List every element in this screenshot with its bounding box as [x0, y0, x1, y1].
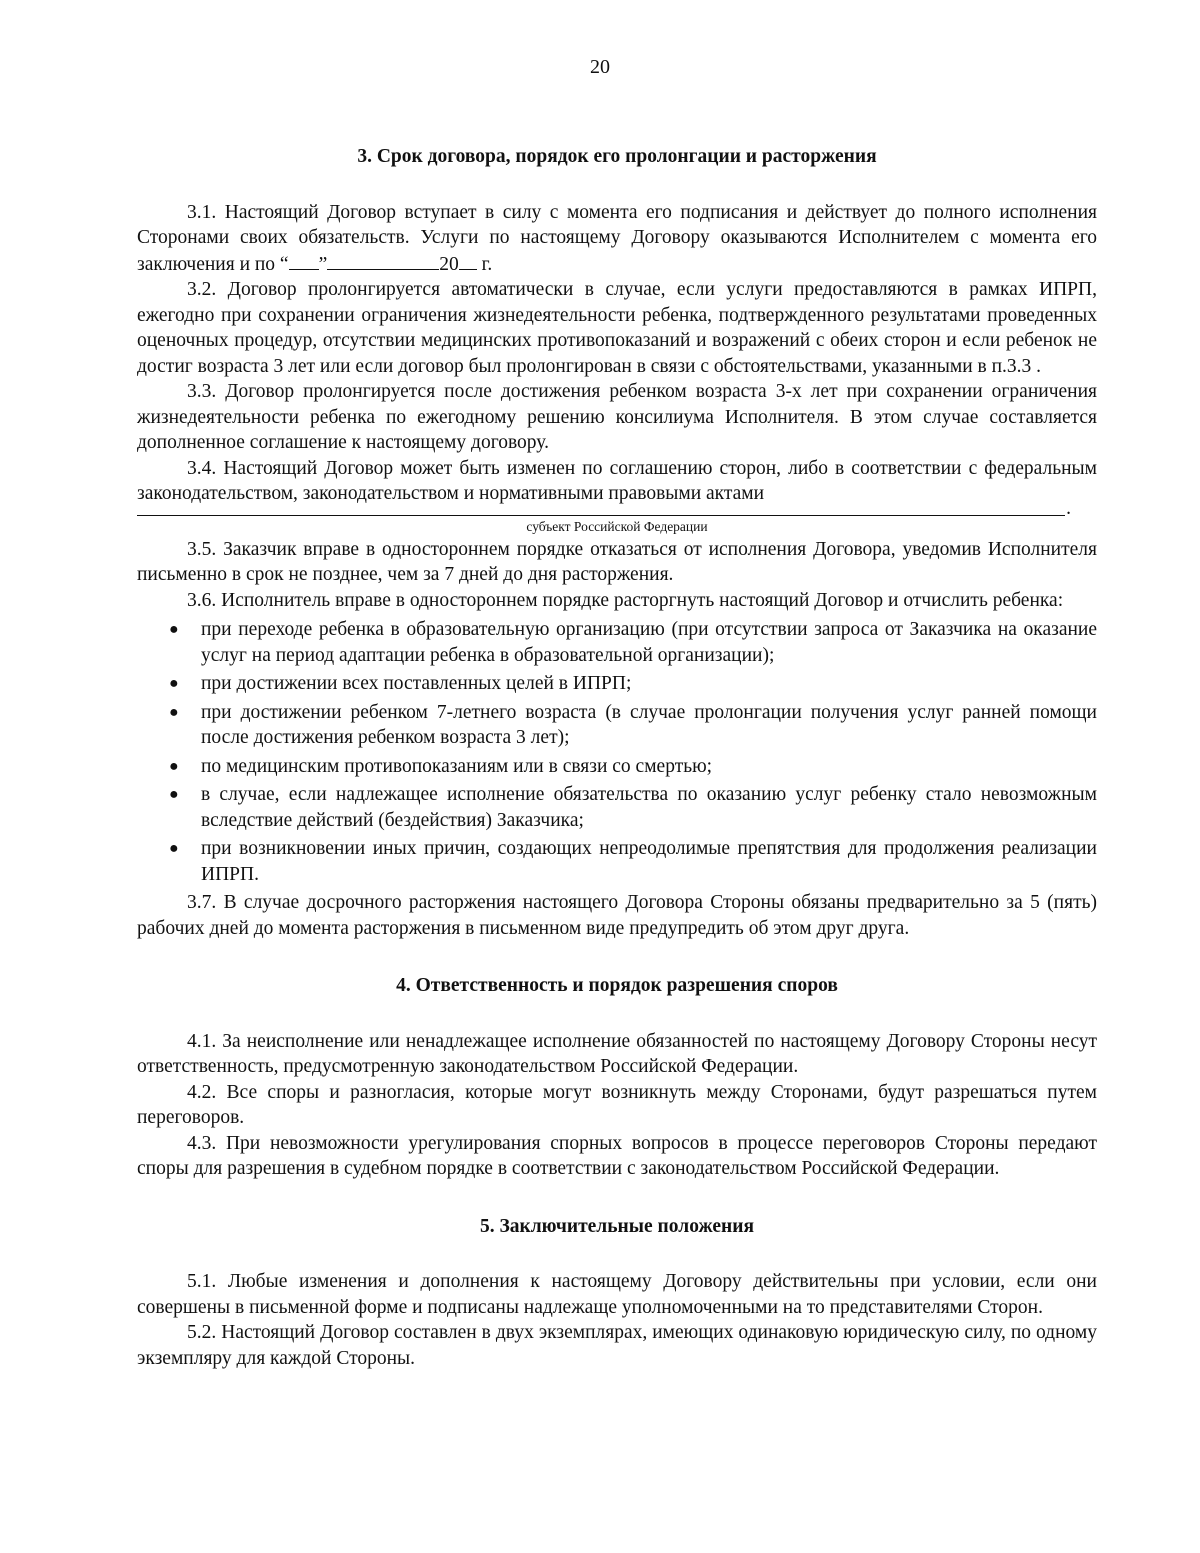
section-5-title: 5. Заключительные положения — [479, 1215, 755, 1237]
page-number: 20 — [590, 56, 610, 78]
paragraph-3-3: 3.3. Договор пролонгируется после достижения ребенком возраста 3-х лет при сохранении ограничения жизнедеятельности ребенка по ежегодному решению консилиума Исполнителя. В этом случае составляется дополненное соглашение к настоящему договору. — [137, 381, 1097, 453]
region-fill-line — [137, 515, 1065, 516]
paragraph-3-4: 3.4. Настоящий Договор может быть изменен по соглашению сторон, либо в соответствии с федеральным законодательством, законодательством и нормативными правовыми актами — [137, 457, 1097, 504]
document-body — [137, 144, 1097, 1371]
year-suffix: г. — [481, 253, 493, 275]
paragraph-4-1: 4.1. За неисполнение или ненадлежащее исполнение обязанностей по настоящему Договору Стороны несут ответственность, предусмотренную законодательством Российской Федерации. — [137, 1030, 1097, 1077]
month-blank — [327, 251, 439, 270]
bullet-icon: ● — [169, 840, 179, 857]
paragraph-3-2: 3.2. Договор пролонгируется автоматически в случае, если услуги предоставляются в рамках ИПРП, ежегодно при сохранении ограничения жизнедеятельности ребенка, подтвержденного результатами проведенных оценочных процедур, отсутствии медицинских противопоказаний и возражений с обеих сторон и если ребенок не достиг возраста 3 лет или если договор был пролонгирован в связи с обстоятельствами, указанными в п.3.3 . — [137, 279, 1097, 377]
region-caption: субъект Российской Федерации — [526, 518, 708, 534]
list-item — [137, 754, 1097, 780]
paragraph-4-2: 4.2. Все споры и разногласия, которые могут возникнуть между Сторонами, будут разрешаться путем переговоров. — [137, 1081, 1097, 1128]
bullet-icon: ● — [169, 703, 179, 721]
paragraph-3-1-text: 3.1. Настоящий Договор вступает в силу с момента его подписания и действует до полного исполнения Сторонами своих обязательств. Услуги по настоящему Договору оказываются Исполнителем с момента его заключения и по “ — [137, 201, 1097, 275]
list-item-text: при переходе ребенка в образовательную организацию (при отсутствии запроса от Заказчика на оказание услуг на период адаптации ребенка в образовательной организации); — [201, 619, 1097, 666]
year-blank — [459, 251, 477, 270]
year-prefix: 20 — [439, 253, 459, 275]
bullet-icon: ● — [169, 757, 179, 775]
list-item-text: при возникновении иных причин, создающих непреодолимые препятствия для продолжения реализации ИПРП. — [201, 838, 1097, 885]
paragraph-4-3: 4.3. При невозможности урегулирования спорных вопросов в процессе переговоров Стороны передают споры для разрешения в судебном порядке в соответствии с законодательством Российской Федерации. — [137, 1132, 1097, 1179]
paragraph-3-1 — [137, 200, 1097, 278]
paragraph-5-1: 5.1. Любые изменения и дополнения к настоящему Договору действительны при условии, если они совершены в письменной форме и подписаны надлежаще уполномоченными на то представителями Сторон. — [137, 1271, 1097, 1318]
bullet-icon: ● — [169, 621, 179, 638]
paragraph-5-2: 5.2. Настоящий Договор составлен в двух экземплярах, имеющих одинаковую юридическую силу, по одному экземпляру для каждой Стороны. — [137, 1322, 1097, 1369]
list-item-text: по медицинским противопоказаниям или в связи со смертью; — [201, 755, 713, 777]
paragraph-3-5: 3.5. Заказчик вправе в одностороннем порядке отказаться от исполнения Договора, уведомив Исполнителя письменно в срок не позднее, чем за 7 дней до дня расторжения. — [137, 538, 1097, 585]
fill-line-period: . — [1066, 497, 1071, 519]
paragraph-3-7: 3.7. В случае досрочного расторжения настоящего Договора Стороны обязаны предварительно за 5 (пять) рабочих дней до момента расторжения в письменном виде предупредить об этом друг друга. — [137, 892, 1097, 939]
section-3-title: 3. Срок договора, порядок его пролонгации и расторжения — [357, 146, 877, 167]
list-item — [137, 700, 1097, 751]
bullet-icon: ● — [169, 675, 179, 692]
list-item-text: при достижении ребенком 7-летнего возраста (в случае пролонгации получения услуг ранней помощи после достижения ребенком возраста 3 лет); — [201, 701, 1097, 748]
list-item-text: в случае, если надлежащее исполнение обязательства по оказанию услуг ребенку стало невозможным вследствие действий (бездействия) Заказчика; — [201, 784, 1097, 831]
termination-reasons-list — [137, 617, 1097, 887]
paragraph-3-6: 3.6. Исполнитель вправе в одностороннем порядке расторгнуть настоящий Договор и отчислить ребенка: — [187, 589, 1064, 611]
section-4-title: 4. Ответственность и порядок разрешения споров — [396, 975, 838, 996]
day-blank — [289, 251, 319, 270]
quote-close: ” — [318, 253, 328, 275]
list-item — [137, 671, 1097, 697]
list-item — [137, 836, 1097, 887]
list-item — [137, 617, 1097, 668]
list-item — [137, 782, 1097, 833]
bullet-icon: ● — [169, 786, 179, 803]
list-item-text: при достижении всех поставленных целей в ИПРП; — [201, 673, 632, 694]
